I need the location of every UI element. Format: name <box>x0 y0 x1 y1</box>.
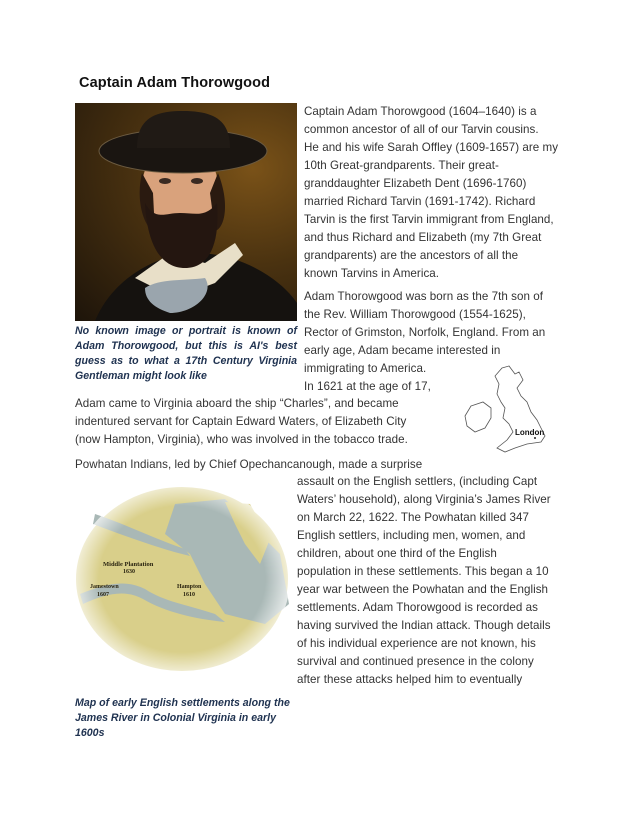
paragraph2-line: immigrating to America. <box>304 362 427 375</box>
page-title: Captain Adam Thorowgood <box>79 75 271 91</box>
paragraph1-line: common ancestor of all of our Tarvin cousins. <box>304 123 539 136</box>
paragraph3-line: settlements. Adam Thorowgood is recorded as <box>297 601 539 614</box>
paragraph3-line: year war between the Powhatan and the English <box>297 583 549 596</box>
uk-outline-icon <box>457 362 563 458</box>
portrait-image <box>75 103 297 321</box>
map-label-jamestown: Jamestown <box>90 584 119 590</box>
paragraph3-line: after these attacks helped him to eventually <box>297 673 523 686</box>
map-caption: Map of early English settlements along the James River in Colonial Virginia in early 1600s <box>75 697 290 739</box>
paragraph3-line: on March 22, 1622. The Powhatan killed 347 <box>297 511 529 524</box>
paragraph1-line: 10th Great-grandparents. Their great- <box>304 159 499 172</box>
map-label-jamestown-year: 1607 <box>97 592 109 598</box>
virginia-map-illustration-icon <box>75 484 289 674</box>
paragraph1-line: granddaughter Elizabeth Dent (1696-1760) <box>304 177 527 190</box>
paragraph2-line: Adam came to Virginia aboard the ship “Charles”, and became <box>75 397 399 410</box>
paragraph2-line: Rector of Grimston, Norfolk, England. From an <box>304 326 546 339</box>
paragraph1-line: known Tarvins in America. <box>304 267 440 280</box>
map-label-middle-plantation: Middle Plantation <box>103 561 154 568</box>
paragraph3-line: Powhatan Indians, led by Chief Opechancanough, made a surprise <box>75 458 423 471</box>
paragraph3-line: having survived the Indian attack. Though details <box>297 619 551 632</box>
uk-map-image <box>457 362 563 458</box>
paragraph2-line: early age, Adam became interested in <box>304 344 501 357</box>
paragraph2-line: (now Hampton, Virginia), who was involved in the tobacco trade. <box>75 433 408 446</box>
paragraph3-line: assault on the English settlers, (including Capt <box>297 475 538 488</box>
paragraph2-line: In 1621 at the age of 17, <box>304 380 431 393</box>
portrait-illustration-icon <box>75 103 297 321</box>
paragraph3-line: children, about one third of the English <box>297 547 497 560</box>
virginia-map-image <box>75 484 289 674</box>
map-label-hampton-year: 1610 <box>183 592 195 598</box>
paragraph3-line: Waters’ household), along Virginia’s James River <box>297 493 551 506</box>
paragraph3-line: population in these settlements. This began a 10 <box>297 565 549 578</box>
paragraph3-line: survival and continued presence in the colony <box>297 655 534 668</box>
paragraph2-line: the Rev. William Thorowgood (1554-1625), <box>304 308 526 321</box>
map-label-hampton: Hampton <box>177 584 202 590</box>
map-label-middle-plantation-year: 1630 <box>123 569 135 575</box>
paragraph1-line: He and his wife Sarah Offley (1609-1657) are my <box>304 141 559 154</box>
paragraph1-line: Captain Adam Thorowgood (1604–1640) is a <box>304 105 537 118</box>
portrait-caption: No known image or portrait is known of Adam Thorowgood, but this is AI's best guess as to what a 17th Century Virginia Gentleman might look like <box>75 325 297 382</box>
paragraph3-line: of his individual experience are not known, his <box>297 637 536 650</box>
paragraph1-line: and thus Richard and Elizabeth (my 7th Great <box>304 231 542 244</box>
paragraph1-line: Tarvin is the first Tarvin immigrant from England, <box>304 213 554 226</box>
paragraph3-line: English settlers, including men, women, and <box>297 529 526 542</box>
paragraph2-line: Adam Thorowgood was born as the 7th son of <box>304 290 544 303</box>
paragraph2-line: indentured servant for Captain Edward Waters, of Elizabeth City <box>75 415 407 428</box>
paragraph1-line: married Richard Tarvin (1691-1742). Richard <box>304 195 536 208</box>
london-label: London <box>515 428 545 437</box>
paragraph1-line: grandparents) are the ancestors of all the <box>304 249 519 262</box>
